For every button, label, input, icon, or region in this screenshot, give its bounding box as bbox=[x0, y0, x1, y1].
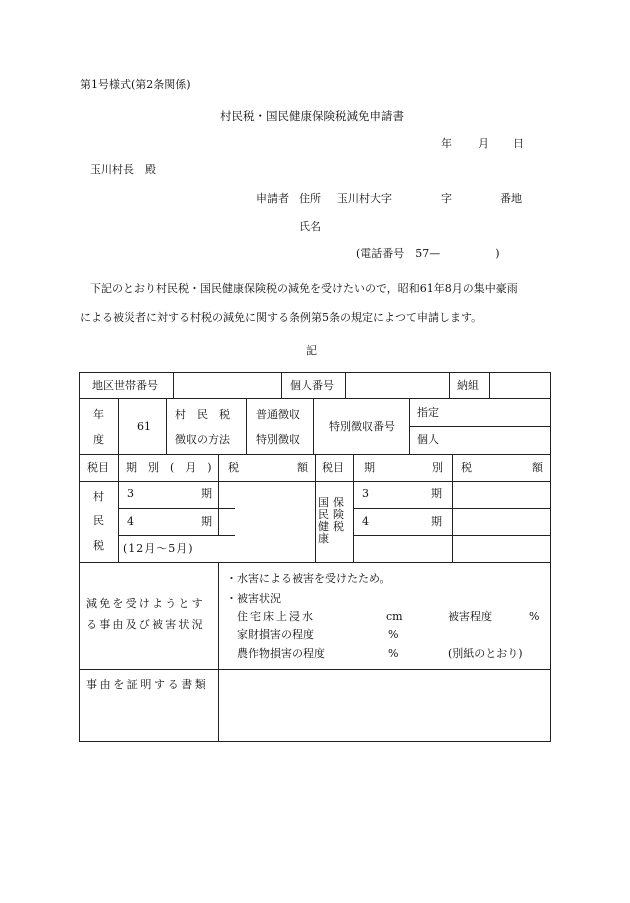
special-collection-number-label: 特別徴収番号 bbox=[329, 420, 395, 433]
reason-label-2: る事由及び被害状況 bbox=[86, 618, 205, 631]
table-border-left bbox=[79, 372, 80, 742]
normal-collection-label: 普通徴収 bbox=[256, 408, 300, 421]
nhi-char: 民 bbox=[318, 508, 329, 521]
nhi-period-ki-label: 期 bbox=[431, 515, 442, 528]
crop-damage-percent: % bbox=[388, 647, 399, 660]
nhi-char: 税 bbox=[333, 520, 344, 533]
crop-damage-label: 農作物損害の程度 bbox=[237, 647, 325, 660]
damage-degree-label: 被害程度 bbox=[448, 610, 492, 623]
date-day: 日 bbox=[513, 137, 524, 150]
phone-number: (電話番号 57— ) bbox=[356, 247, 500, 260]
name-label: 氏名 bbox=[299, 220, 321, 233]
period-header-2a: 期 bbox=[364, 461, 375, 474]
row-line bbox=[79, 398, 551, 399]
special-collection-label: 特別徴収 bbox=[256, 433, 300, 446]
period-3-value: 3 bbox=[127, 487, 134, 500]
table-border-bottom bbox=[79, 741, 551, 742]
row-line bbox=[79, 562, 551, 563]
village-tax-char: 民 bbox=[93, 514, 104, 527]
col-line bbox=[218, 562, 219, 741]
ki-marker: 記 bbox=[306, 344, 317, 357]
village-tax-char: 税 bbox=[93, 539, 104, 552]
damage-degree-percent: % bbox=[529, 610, 540, 623]
house-flood-label: 住宅床上浸水 bbox=[237, 610, 315, 623]
tax-item-header: 税目 bbox=[87, 461, 109, 474]
month-range: (12月〜5月) bbox=[123, 542, 194, 555]
period-header: 期 別 ( 月 ) bbox=[126, 461, 212, 474]
reason-label-1: 減免を受けようとす bbox=[86, 597, 205, 610]
addressee: 玉川村長 殿 bbox=[90, 163, 156, 176]
body-line-2: による被災者に対する村税の減免に関する条例第5条の規定によつて申請します。 bbox=[80, 311, 483, 324]
amount-header-2: 額 bbox=[297, 461, 308, 474]
amount-header-2b: 額 bbox=[532, 461, 543, 474]
separate-sheet-note: (別紙のとおり) bbox=[448, 647, 523, 660]
address-label: 住所 bbox=[299, 192, 321, 205]
period-header-2b: 別 bbox=[432, 461, 443, 474]
nokumi-label: 納組 bbox=[457, 379, 479, 392]
col-line bbox=[315, 454, 316, 562]
table-border-right bbox=[550, 372, 551, 742]
nhi-char: 保 bbox=[333, 496, 344, 509]
nendo-label-1: 年 bbox=[93, 408, 104, 421]
table-border-top bbox=[79, 372, 551, 373]
col-line bbox=[409, 398, 410, 454]
col-line bbox=[353, 454, 354, 562]
nhi-char: 健 bbox=[318, 520, 329, 533]
amount-header-1: 税 bbox=[228, 461, 239, 474]
proof-documents-label: 事由を証明する書類 bbox=[86, 678, 209, 691]
village-tax-char: 村 bbox=[93, 490, 104, 503]
amount-header-2a: 税 bbox=[461, 461, 472, 474]
col-line bbox=[173, 372, 174, 398]
col-line bbox=[118, 454, 119, 562]
damage-status-label: ・被害状況 bbox=[226, 592, 281, 605]
property-damage-label: 家財損害の程度 bbox=[237, 628, 314, 641]
nhi-period-4-value: 4 bbox=[362, 515, 369, 528]
banchi-label: 番地 bbox=[500, 192, 522, 205]
row-line bbox=[409, 426, 551, 427]
tax-item-header-2: 税目 bbox=[322, 461, 344, 474]
col-line bbox=[449, 372, 450, 398]
col-line bbox=[166, 398, 167, 454]
collection-method-label: 徴収の方法 bbox=[175, 433, 230, 446]
village-tax-label: 村 民 税 bbox=[175, 408, 230, 421]
body-line-1: 下記のとおり村民税・国民健康保険税の減免を受けたいので，昭和61年8月の集中豪雨 bbox=[90, 282, 518, 295]
col-line bbox=[281, 372, 282, 398]
form-number: 第1号様式(第2条関係) bbox=[80, 78, 191, 91]
date-year: 年 bbox=[441, 137, 452, 150]
date-month: 月 bbox=[478, 137, 489, 150]
personal-number-label: 個人番号 bbox=[290, 379, 334, 392]
applicant-label: 申請者 bbox=[256, 192, 289, 205]
nhi-char: 国 bbox=[318, 496, 329, 509]
district-household-number-label: 地区世帯番号 bbox=[92, 379, 158, 392]
year-value: 61 bbox=[137, 420, 151, 433]
col-line bbox=[313, 398, 314, 454]
cm-unit: cm bbox=[386, 610, 403, 623]
col-line bbox=[345, 372, 346, 398]
period-4-value: 4 bbox=[127, 515, 134, 528]
col-line bbox=[218, 454, 219, 535]
col-line bbox=[246, 398, 247, 454]
period-ki-label: 期 bbox=[201, 487, 212, 500]
col-line bbox=[489, 372, 490, 398]
shitei-label: 指定 bbox=[417, 406, 439, 419]
kojin-label: 個人 bbox=[417, 433, 439, 446]
nhi-char: 康 bbox=[318, 532, 329, 545]
nhi-char: 険 bbox=[333, 508, 344, 521]
property-damage-percent: % bbox=[388, 628, 399, 641]
aza-label: 字 bbox=[441, 192, 452, 205]
col-line bbox=[452, 454, 453, 562]
nhi-period-3-value: 3 bbox=[362, 487, 369, 500]
document-title: 村民税・国民健康保険税減免申請書 bbox=[220, 109, 404, 123]
nhi-period-ki-label: 期 bbox=[431, 487, 442, 500]
nendo-label-2: 度 bbox=[93, 433, 104, 446]
address-value: 玉川村大字 bbox=[337, 192, 392, 205]
row-line bbox=[118, 535, 235, 536]
flood-damage-reason: ・水害による被害を受けたため。 bbox=[226, 572, 391, 585]
row-line bbox=[79, 669, 551, 670]
col-line bbox=[118, 398, 119, 454]
period-ki-label: 期 bbox=[201, 515, 212, 528]
